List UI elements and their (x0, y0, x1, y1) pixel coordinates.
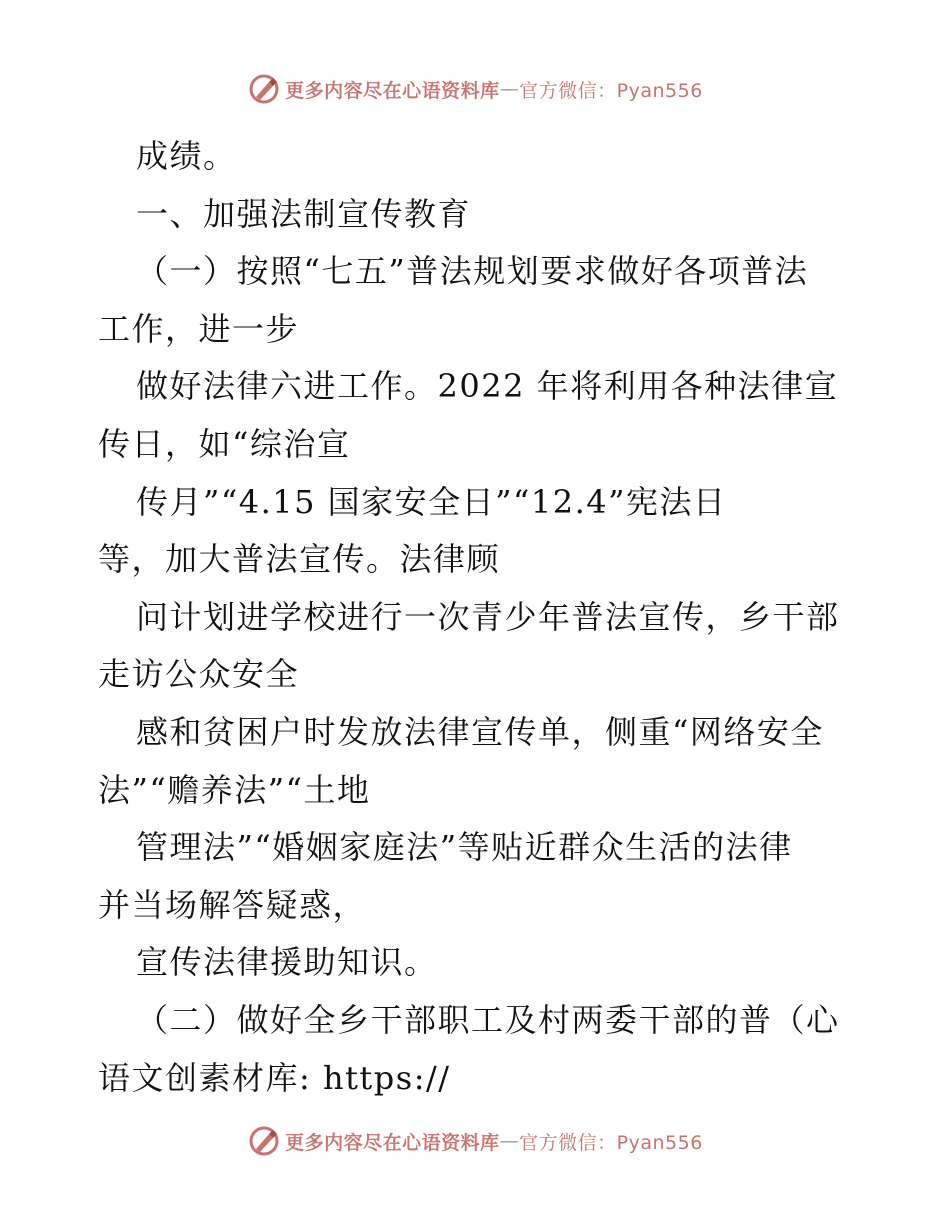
text-line: 问计划进学校进行一次青少年普法宣传，乡干部 (136, 597, 840, 636)
text-line: 工作，进一步 (98, 309, 300, 348)
text-line: 管理法”“婚姻家庭法”等贴近群众生活的法律 (136, 828, 793, 867)
document-body (98, 128, 858, 1107)
text-line: 一、加强法制宣传教育 (136, 194, 472, 233)
watermark-main-text: 更多内容尽在心语资料库 (285, 1131, 500, 1154)
pen-nib-logo-icon (247, 1124, 281, 1158)
text-line: 做好法律六进工作。2022 年将利用各种法律宣 (136, 367, 839, 406)
text-line: 法”“赡养法”“土地 (98, 770, 371, 809)
text-line: 走访公众安全 (98, 655, 300, 694)
text-line: 等，加大普法宣传。法律顾 (98, 540, 501, 579)
text-line: 感和贫困户时发放法律宣传单，侧重“网络安全 (136, 712, 824, 751)
watermark-separator: — (499, 78, 520, 100)
text-line: 传日，如“综治宣 (98, 424, 351, 463)
watermark-main-text: 更多内容尽在心语资料库 (285, 79, 500, 102)
text-line: 语文创素材库: https:// (98, 1058, 451, 1097)
text-line: 成绩。 (136, 137, 237, 175)
text-line: 并当场解答疑惑， (98, 885, 367, 924)
text-line: （一）按照“七五”普法规划要求做好各项普法 (136, 252, 809, 291)
pen-nib-logo-icon (247, 72, 281, 106)
watermark-contact: 官方微信：Pyan556 (519, 1131, 703, 1154)
text-line: 传月”“4.15 国家安全日”“12.4”宪法日 (136, 482, 727, 521)
watermark-contact: 官方微信：Pyan556 (519, 79, 703, 102)
header-watermark (0, 72, 950, 106)
text-line: 宣传法律援助知识。 (136, 943, 438, 982)
text-line: （二）做好全乡干部职工及村两委干部的普（心 (136, 1000, 840, 1039)
watermark-separator: — (499, 1130, 520, 1152)
footer-watermark (0, 1124, 950, 1158)
